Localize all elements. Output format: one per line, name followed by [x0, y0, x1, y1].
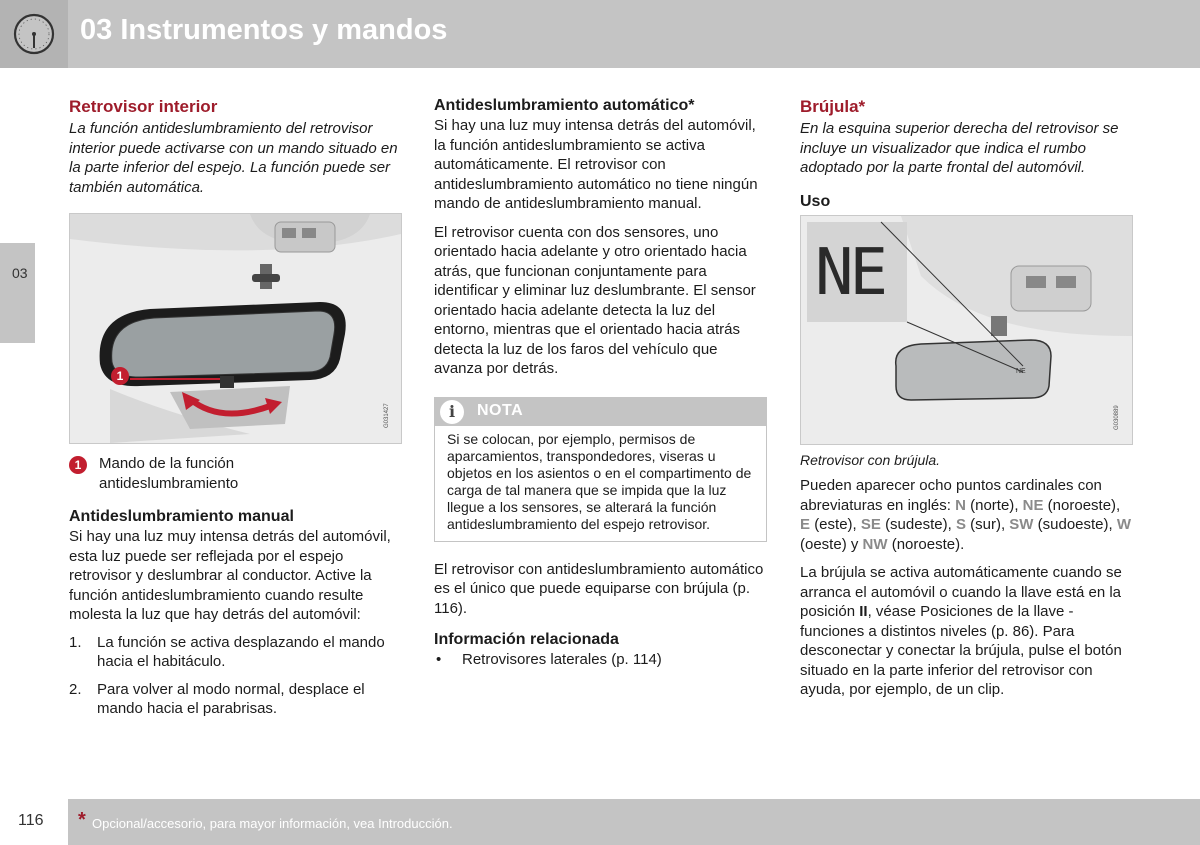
compass-text: El retrovisor con antideslumbramiento automático es el único que puede equiparse con brújula (p. 116).	[434, 560, 764, 617]
figure-callout-1: 1	[111, 367, 129, 385]
sensors-text: El retrovisor cuenta con dos sensores, uno orientado hacia adelante y otro orientado hacia atrás, que funcionan conjuntamente para identificar y eliminar luz deslumbrante. El sensor orientado hacia adelante detecta la luz del entorno, mientras que el orientado hacia atrás detecta la luz de los faros del vehículo que avanza por detrás.	[434, 223, 756, 377]
note-box	[434, 397, 767, 542]
page-number-box	[0, 799, 68, 845]
note-title: NOTA	[477, 401, 524, 419]
callout-text: Mando de la función antideslumbramiento	[99, 455, 239, 492]
callout-legend	[69, 454, 369, 493]
mirror-figure	[69, 213, 402, 444]
figure-caption: Retrovisor con brújula.	[800, 451, 941, 468]
column-left	[69, 96, 402, 727]
compass-display-small: NE	[1016, 367, 1026, 375]
rearview-mirror-illustration	[70, 214, 401, 443]
speedometer-icon	[0, 0, 68, 68]
section-heading-compass: Brújula*	[800, 97, 866, 116]
activation-text: La brújula se activa automáticamente cuando se arranca el automóvil o cuando la llave está en la posición II, véase Posiciones de la llave - funciones a distintos niveles (p. 86). Para desconectar y conectar la brújula, pulse el botón situado en la parte inferior del retrovisor con ayuda, por ejemplo, de un clip.	[800, 564, 1122, 698]
info-icon	[440, 400, 464, 424]
manual-heading: Antideslumbramiento manual	[69, 508, 294, 525]
column-middle	[434, 96, 767, 670]
note-header	[435, 398, 766, 426]
related-item[interactable]: • Retrovisores laterales (p. 114)	[434, 650, 767, 670]
compass-intro: En la esquina superior derecha del retrovisor se incluye un visualizador que indica el rumbo adoptado por la parte frontal del automóvil.	[800, 120, 1119, 176]
auto-heading: Antideslumbramiento automático*	[434, 97, 695, 114]
section-heading-rearview-mirror: Retrovisor interior	[69, 97, 218, 116]
chapter-tab-label: 03	[12, 265, 28, 281]
footnote-text: Opcional/accesorio, para mayor información, vea Introducción.	[92, 816, 453, 831]
page-header	[0, 0, 1200, 68]
compass-figure	[800, 215, 1133, 445]
manual-text: Si hay una luz muy intensa detrás del automóvil, esta luz puede ser reflejada por el espejo retrovisor y deslumbrar al conductor. Active la función antideslumbramiento cuando resulte molesta la luz que hay detrás del automóvil:	[69, 528, 391, 623]
uso-heading: Uso	[800, 192, 831, 210]
column-right	[800, 96, 1133, 700]
footnote-star: *	[78, 809, 86, 831]
note-text: Si se colocan, por ejemplo, permisos de aparcamientos, transpondedores, viseras u objetos en los asientos o en el compartimento de carga de tal manera que se impida que la luz llegue a los sensores, se alterará la función antideslumbramiento del espejo retrovisor.	[447, 430, 752, 532]
page-title: 03 Instrumentos y mandos	[80, 14, 448, 46]
auto-text: Si hay una luz muy intensa detrás del automóvil, la función antideslumbramiento se activa automáticamente. El retrovisor con antideslumbramiento automático no tiene ningún mando de antideslumbramiento manual.	[434, 117, 758, 212]
figure-code: G030889	[1114, 404, 1120, 430]
header-icon-box	[0, 0, 68, 68]
list-item: 2. Para volver al modo normal, desplace el mando hacia el parabrisas.	[69, 680, 365, 717]
chapter-tab	[0, 243, 35, 343]
cardinal-points-text: Pueden aparecer ocho puntos cardinales con abreviaturas en inglés: N (norte), NE (noroeste), E (este), SE (sudeste), S (sur), SW (sudoeste), W (oeste) y NW (noroeste).	[800, 477, 1132, 553]
section-intro: La función antideslumbramiento del retrovisor interior puede activarse con un mando situado en la parte inferior del espejo. La función puede ser también automática.	[69, 120, 398, 196]
page-footer	[0, 799, 1200, 845]
related-heading: Información relacionada	[434, 631, 619, 648]
page-number: 116	[18, 812, 44, 829]
footer-bar	[68, 799, 1200, 845]
compass-display-big: NE	[815, 235, 885, 310]
list-item: 1. La función se activa desplazando el mando hacia el habitáculo.	[69, 633, 385, 670]
manual-steps	[69, 633, 402, 719]
figure-code: G031427	[384, 403, 390, 428]
callout-number: 1	[69, 456, 87, 474]
